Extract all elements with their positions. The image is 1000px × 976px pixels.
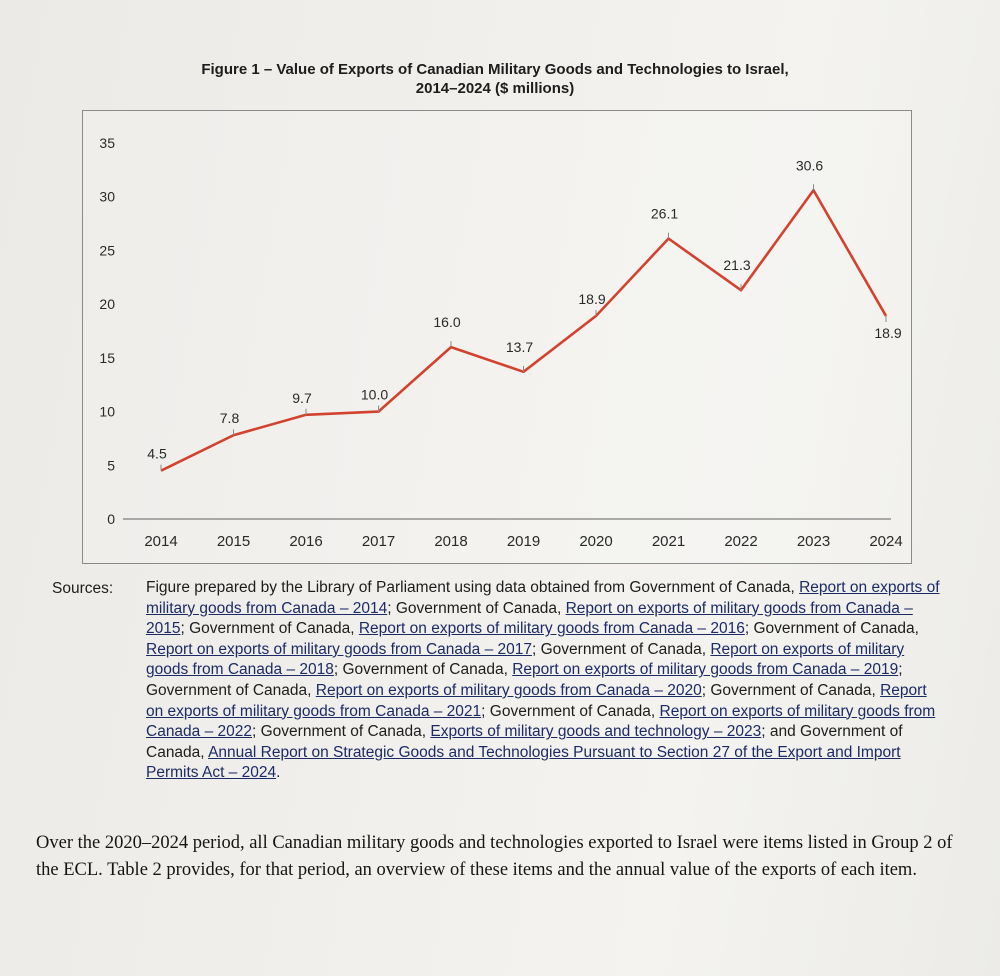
x-tick-label: 2017 xyxy=(361,533,396,550)
data-label: 13.7 xyxy=(505,338,534,355)
source-text-segment: ; Government of Canada, xyxy=(744,620,919,638)
line-chart xyxy=(83,111,911,563)
y-tick-label: 15 xyxy=(99,349,115,366)
series-line xyxy=(161,190,886,470)
source-text-segment: ; Government of Canada, xyxy=(701,681,881,699)
y-tick-label: 20 xyxy=(99,296,115,313)
data-label: 10.0 xyxy=(360,386,389,403)
figure-title-line-2: 2014–2024 ($ millions) xyxy=(415,80,575,97)
source-link[interactable]: Report on exports of military goods from Canada – 2018 xyxy=(146,640,905,679)
x-tick-label: 2022 xyxy=(724,533,758,550)
sources-label: Sources: xyxy=(52,580,114,597)
y-tick-label: 35 xyxy=(99,135,115,151)
chart-frame xyxy=(82,110,912,564)
source-link[interactable]: Annual Report on Strategic Goods and Technologies Pursuant to Section 27 of the Export and Import Permits Act – 2024 xyxy=(146,743,901,782)
source-text-segment: ; Government of Canada, xyxy=(481,702,660,720)
data-label: 30.6 xyxy=(795,157,824,174)
data-label: 16.0 xyxy=(433,314,461,331)
data-label: 4.5 xyxy=(147,445,167,462)
body-paragraph: Over the 2020–2024 period, all Canadian military goods and technologies exported to Israel were items listed in Group 2 of the ECL. Table 2 provides, for that period, an overview of these items and the annual value of the exports of each item. xyxy=(36,833,953,880)
y-tick-label: 10 xyxy=(99,403,115,420)
data-label: 26.1 xyxy=(650,205,679,222)
source-text-segment: Figure prepared by the Library of Parliament using data obtained from Government of Canada, xyxy=(146,579,800,596)
source-link[interactable]: Report on exports of military goods from Canada – 2016 xyxy=(358,620,745,638)
y-tick-label: 5 xyxy=(107,457,115,474)
source-text-segment: ; Government of Canada, xyxy=(387,599,566,617)
x-tick-label: 2015 xyxy=(216,533,251,550)
x-tick-label: 2014 xyxy=(144,533,178,550)
figure-title-line-1: Figure 1 – Value of Exports of Canadian Military Goods and Technologies to Israel, xyxy=(201,61,789,78)
x-tick-label: 2019 xyxy=(506,533,541,550)
x-tick-label: 2021 xyxy=(651,533,686,550)
y-tick-label: 0 xyxy=(107,511,115,527)
x-tick-label: 2023 xyxy=(796,533,831,550)
data-label: 9.7 xyxy=(292,389,312,406)
source-link[interactable]: Report on exports of military goods from Canada – 2019 xyxy=(512,661,899,679)
data-label: 18.9 xyxy=(578,290,606,307)
source-text-segment: ; Government of Canada, xyxy=(532,640,711,658)
source-link[interactable]: Report on exports of military goods from Canada – 2020 xyxy=(315,681,702,699)
x-tick-label: 2024 xyxy=(869,533,903,550)
source-text-segment: ; Government of Canada, xyxy=(252,723,431,741)
source-link[interactable]: Report on exports of military goods from Canada – 2022 xyxy=(146,702,936,741)
data-label: 21.3 xyxy=(723,257,751,274)
sources-text xyxy=(146,578,946,784)
source-text-segment: ; Government of Canada, xyxy=(333,661,513,679)
source-link[interactable]: Report on exports of military goods from Canada – 2017 xyxy=(146,640,532,658)
data-label: 7.8 xyxy=(219,410,240,427)
source-text-segment: . xyxy=(276,764,281,782)
source-link[interactable]: Report on exports of military goods from Canada – 2014 xyxy=(146,579,940,617)
y-tick-label: 30 xyxy=(99,188,115,205)
y-tick-label: 25 xyxy=(99,242,115,259)
source-link[interactable]: Report on exports of military goods from Canada – 2021 xyxy=(146,681,927,720)
figure-title xyxy=(120,60,870,98)
source-link[interactable]: Exports of military goods and technology – 2023 xyxy=(430,723,762,741)
source-text-segment: ; and Government of Canada, xyxy=(146,723,903,761)
x-tick-label: 2020 xyxy=(579,533,613,550)
source-text-segment: ; Government of Canada, xyxy=(180,620,359,638)
data-label: 18.9 xyxy=(874,324,902,341)
source-text-segment: ; Government of Canada, xyxy=(146,661,903,699)
x-tick-label: 2016 xyxy=(289,533,323,550)
x-tick-label: 2018 xyxy=(434,533,468,550)
source-link[interactable]: Report on exports of military goods from Canada – 2015 xyxy=(146,599,913,638)
